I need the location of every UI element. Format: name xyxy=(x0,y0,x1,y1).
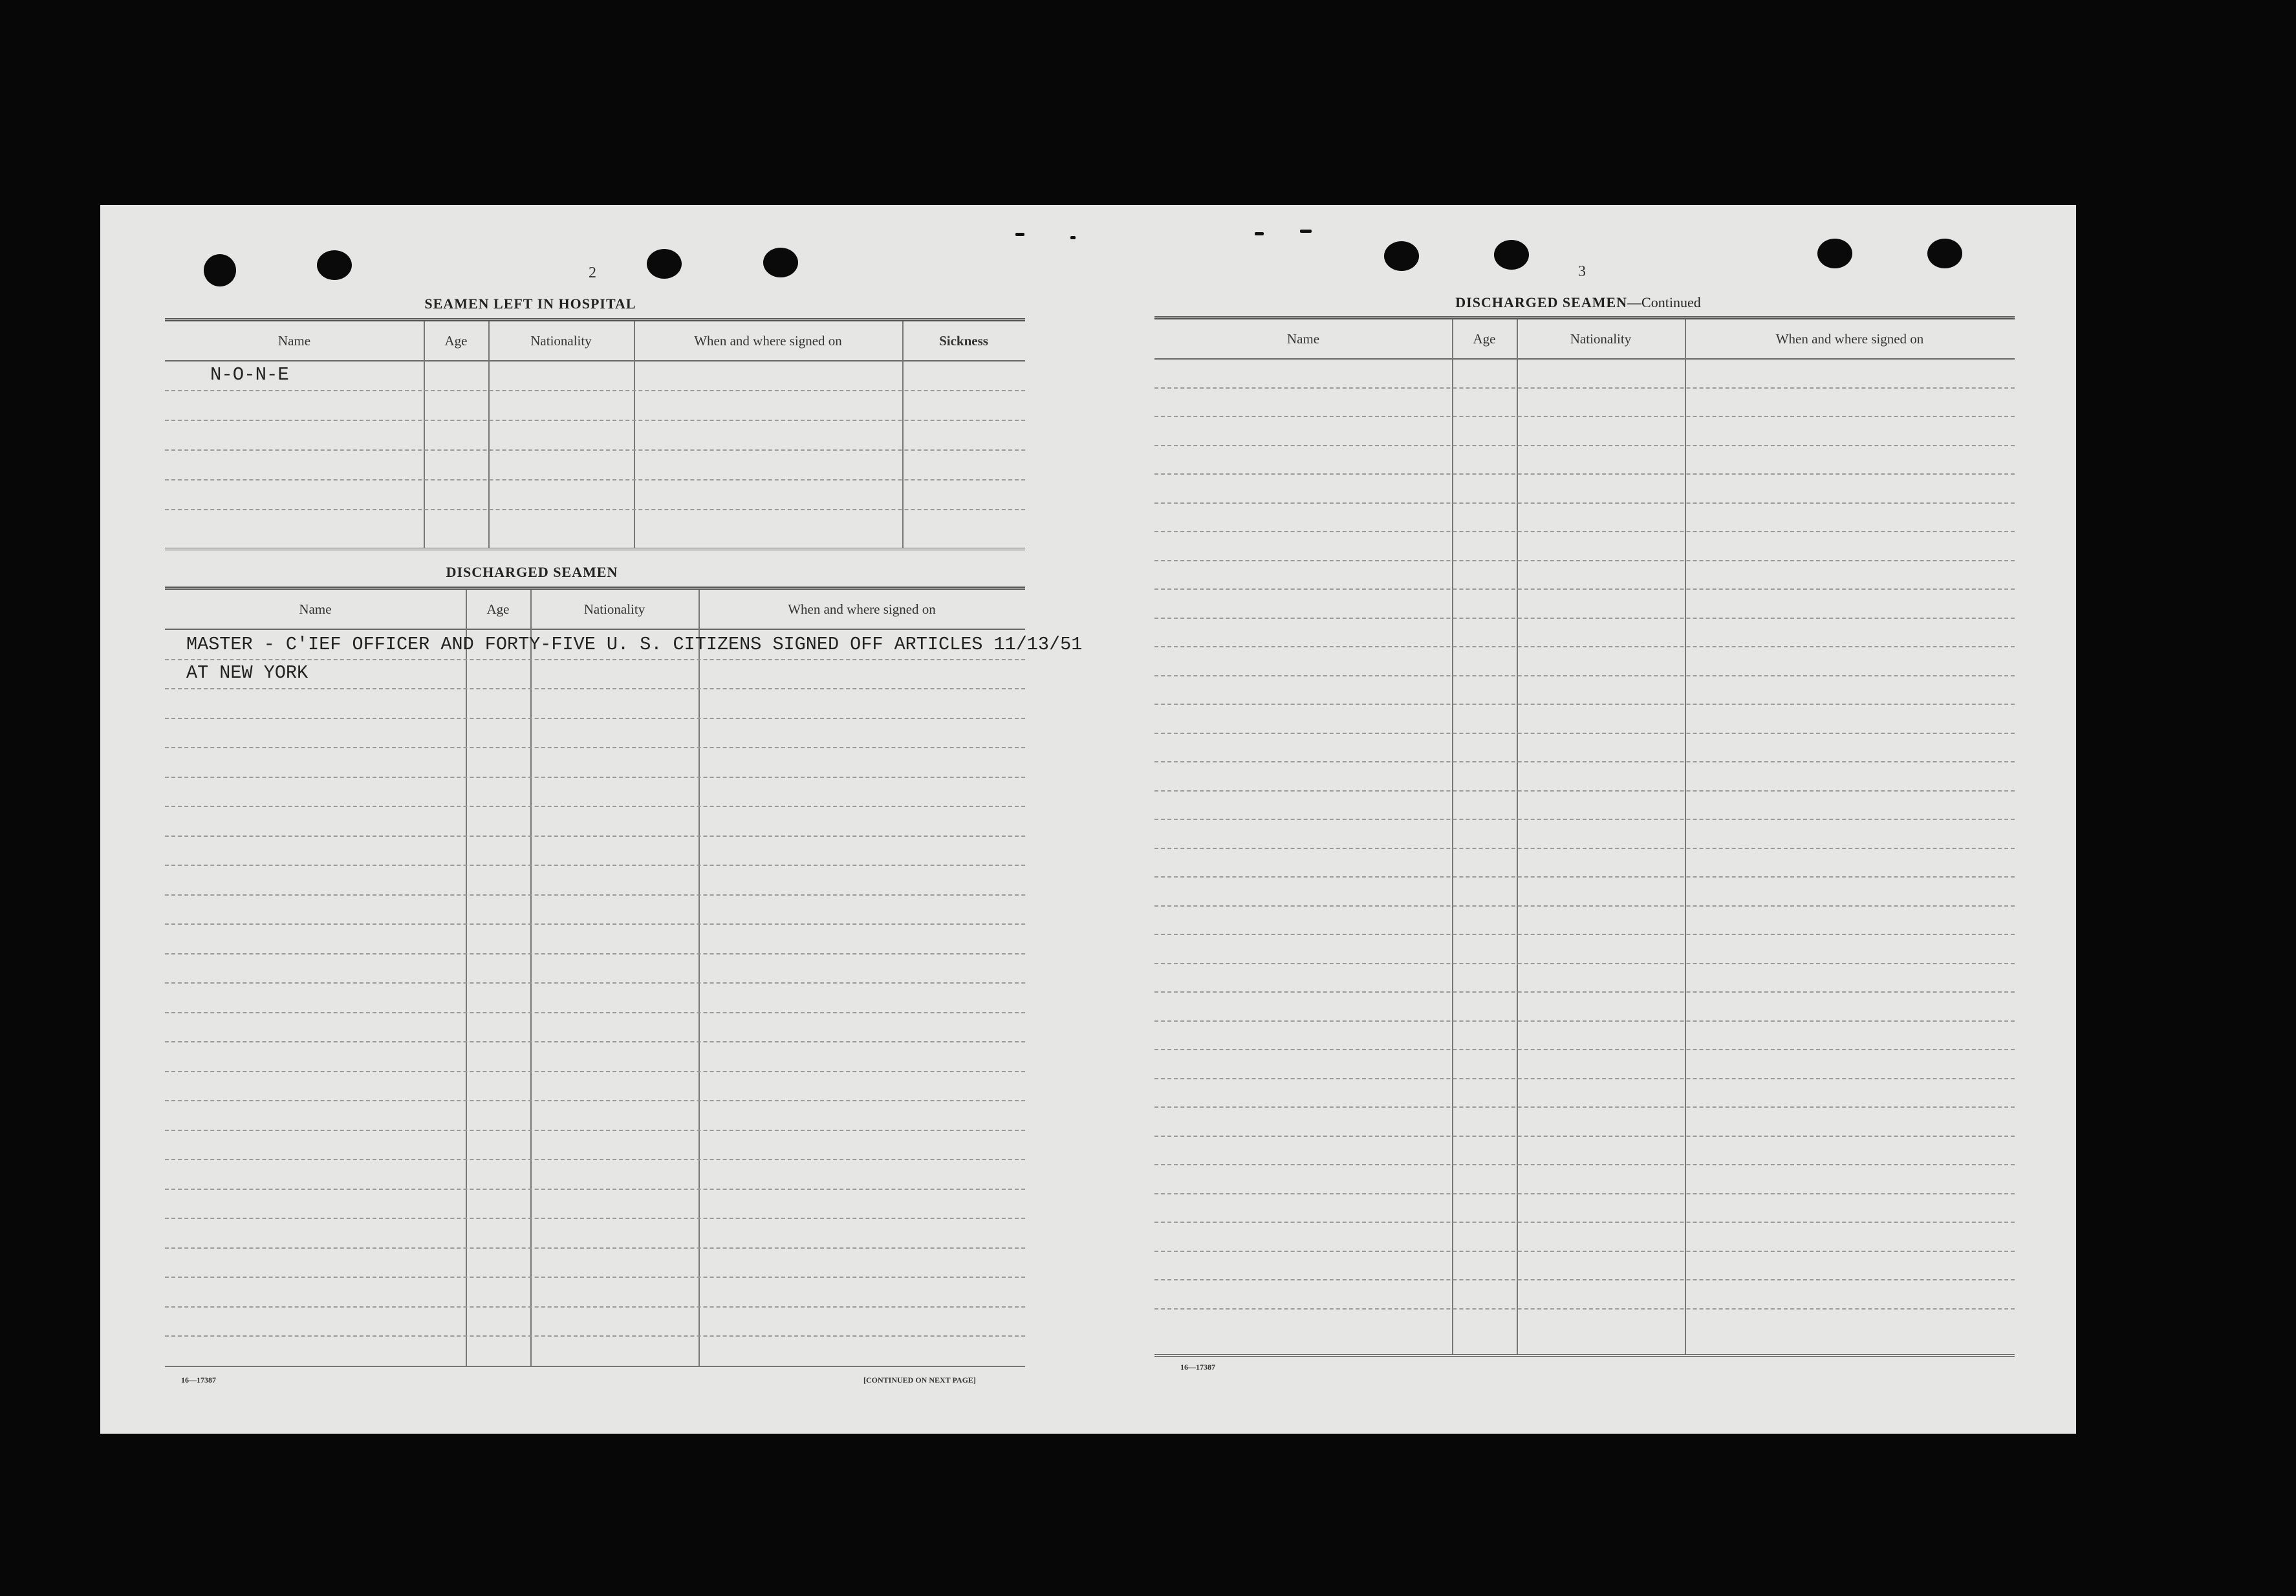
table-row xyxy=(1154,905,2015,907)
column-divider xyxy=(1517,319,1518,1354)
table-row xyxy=(1154,473,2015,475)
table-row xyxy=(1154,416,2015,417)
discharged-entry-line-1: MASTER - C'IEF OFFICER AND FORTY-FIVE U. S. CITIZENS SIGNED OFF ARTICLES 11/13/51 xyxy=(186,634,1083,655)
table-row xyxy=(1154,761,2015,762)
punch-hole xyxy=(763,248,798,277)
table-row xyxy=(165,718,1025,719)
table-row xyxy=(1154,819,2015,820)
column-divider xyxy=(1685,319,1686,1354)
punch-hole xyxy=(1384,241,1419,271)
discharged-table-header xyxy=(165,590,1025,630)
column-header-nationality: Nationality xyxy=(583,601,645,617)
column-divider xyxy=(530,590,532,1366)
table-row xyxy=(165,894,1025,896)
column-header-age: Age xyxy=(486,601,510,617)
table-row xyxy=(165,1306,1025,1308)
table-row xyxy=(1154,963,2015,964)
punch-hole xyxy=(1494,240,1529,270)
table-row xyxy=(1154,790,2015,792)
table-row xyxy=(1154,1049,2015,1050)
table-row xyxy=(1154,387,2015,389)
table-row xyxy=(165,1218,1025,1219)
continued-section-title-suffix: —Continued xyxy=(1627,294,1701,310)
table-row xyxy=(165,479,1025,480)
table-row xyxy=(1154,502,2015,504)
table-row xyxy=(1154,1308,2015,1310)
table-row xyxy=(165,865,1025,866)
column-header-age: Age xyxy=(1473,330,1496,347)
table-row xyxy=(1154,876,2015,878)
table-row xyxy=(165,747,1025,748)
column-header-name: Name xyxy=(299,601,332,617)
table-row xyxy=(165,836,1025,837)
punch-hole xyxy=(1817,239,1852,268)
column-header-nationality: Nationality xyxy=(530,332,592,349)
table-row xyxy=(165,688,1025,689)
column-header-name: Name xyxy=(277,332,311,349)
column-header-age: Age xyxy=(444,332,468,349)
continued-section-title-main: DISCHARGED SEAMEN xyxy=(1455,294,1628,310)
table-row xyxy=(165,390,1025,391)
table-row xyxy=(1154,1251,2015,1252)
table-row xyxy=(165,777,1025,778)
table-row xyxy=(1154,1279,2015,1280)
hospital-table-header xyxy=(165,321,1025,361)
column-header-signed-on: When and where signed on xyxy=(1775,330,1924,347)
table-row xyxy=(165,420,1025,421)
form-number-right: 16—17387 xyxy=(1180,1363,1215,1372)
hospital-entry: N-O-N-E xyxy=(210,364,289,385)
hospital-section-title: SEAMEN LEFT IN HOSPITAL xyxy=(424,296,636,312)
table-row xyxy=(1154,618,2015,619)
table-row xyxy=(1154,531,2015,532)
table-row xyxy=(1154,1020,2015,1022)
continued-section-title xyxy=(1154,294,2002,311)
table-row xyxy=(165,923,1025,925)
discharged-continued-table xyxy=(1154,316,2015,1357)
table-row xyxy=(1154,675,2015,676)
table-row xyxy=(1154,1222,2015,1223)
table-row xyxy=(1154,848,2015,849)
table-row xyxy=(1154,1164,2015,1165)
column-header-signed-on: When and where signed on xyxy=(788,601,936,617)
column-divider xyxy=(902,321,904,548)
table-row xyxy=(165,1335,1025,1337)
page-number-left: 2 xyxy=(589,264,596,281)
form-number-left: 16—17387 xyxy=(181,1375,216,1385)
table-row xyxy=(165,1159,1025,1160)
column-divider xyxy=(466,590,467,1366)
table-row xyxy=(165,806,1025,807)
hospital-table xyxy=(165,318,1025,550)
column-divider xyxy=(424,321,425,548)
table-row xyxy=(1154,733,2015,734)
table-row xyxy=(165,1247,1025,1249)
table-row xyxy=(165,1071,1025,1072)
column-header-name: Name xyxy=(1286,330,1320,347)
table-row xyxy=(165,1130,1025,1131)
table-row xyxy=(165,982,1025,984)
table-row xyxy=(1154,646,2015,647)
table-row xyxy=(1154,560,2015,561)
table-row xyxy=(1154,588,2015,590)
paper-speck xyxy=(1255,232,1264,235)
table-row xyxy=(1154,445,2015,446)
table-row xyxy=(1154,704,2015,705)
discharged-table xyxy=(165,587,1083,1367)
punch-hole xyxy=(1927,239,1962,268)
table-row xyxy=(165,1100,1025,1101)
table-row xyxy=(1154,1193,2015,1194)
table-row xyxy=(165,509,1025,510)
table-row xyxy=(1154,1078,2015,1079)
continued-table-header xyxy=(1154,319,2015,360)
table-row xyxy=(165,1189,1025,1190)
column-header-signed-on: When and where signed on xyxy=(694,332,842,349)
table-row xyxy=(165,449,1025,451)
column-header-nationality: Nationality xyxy=(1570,330,1632,347)
table-row xyxy=(165,1041,1025,1042)
punch-hole xyxy=(204,254,236,286)
discharged-entry-line-2: AT NEW YORK xyxy=(186,662,309,684)
table-row xyxy=(1154,934,2015,935)
column-divider xyxy=(488,321,490,548)
page-number-right: 3 xyxy=(1578,263,1586,280)
column-divider xyxy=(699,590,700,1366)
table-row xyxy=(165,1277,1025,1278)
table-row xyxy=(1154,1136,2015,1137)
column-header-sickness: Sickness xyxy=(939,332,988,349)
column-divider xyxy=(1452,319,1453,1354)
continued-note: [CONTINUED ON NEXT PAGE] xyxy=(863,1375,976,1385)
table-row xyxy=(1154,991,2015,993)
table-row xyxy=(165,659,1025,660)
table-row xyxy=(165,953,1025,954)
column-divider xyxy=(634,321,635,548)
paper-speck xyxy=(1300,230,1312,233)
punch-hole xyxy=(647,249,682,279)
discharged-section-title: DISCHARGED SEAMEN xyxy=(446,564,618,580)
paper-speck xyxy=(1015,233,1024,236)
punch-hole xyxy=(317,250,352,280)
table-row xyxy=(165,1012,1025,1013)
table-row xyxy=(1154,1106,2015,1108)
form-sheet xyxy=(100,205,2076,1434)
paper-speck xyxy=(1070,236,1076,239)
